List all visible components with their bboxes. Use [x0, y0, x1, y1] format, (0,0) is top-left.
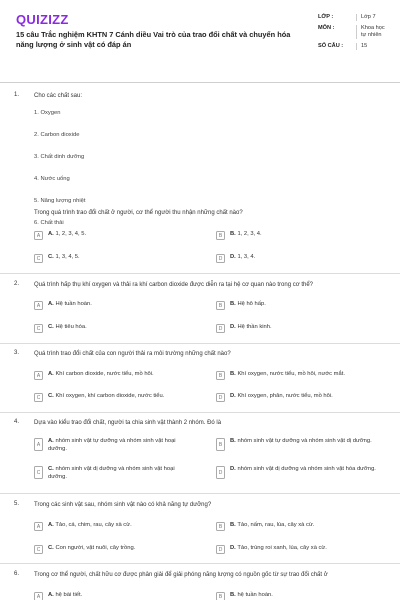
- meta-key: LỚP :: [318, 14, 334, 20]
- meta-row-subject: [318, 25, 390, 43]
- list-item: 1. Oxygen: [34, 110, 61, 116]
- quizizz-logo: QUIZIZZ: [16, 12, 69, 27]
- question-prompt: Trong quá trình trao đổi chất ở người, cơ thể người thu nhận những chất nào?: [34, 210, 243, 216]
- option-letter-box: D: [216, 254, 225, 263]
- option-c[interactable]: C C. Con người, vật nuôi, cây trồng.: [34, 545, 185, 554]
- option-letter-box: C: [34, 324, 43, 333]
- option-letter-box: A: [34, 231, 43, 240]
- option-letter-box: A: [34, 371, 43, 380]
- meta-key: MÔN :: [318, 25, 335, 31]
- question-divider: [0, 563, 400, 564]
- option-d[interactable]: D D. Khí oxygen, phân, nước tiểu, mồ hôi.: [216, 393, 380, 402]
- question-text: Quá trình hấp thụ khí oxygen và thải ra khí carbon dioxide được diễn ra tại hệ cơ quan nào trong cơ thể?: [34, 282, 313, 288]
- question-5: [0, 501, 400, 561]
- question-divider: [0, 493, 400, 494]
- option-c[interactable]: C C. 1, 3, 4, 5.: [34, 254, 185, 263]
- option-letter-box: C: [34, 393, 43, 402]
- question-text: Quá trình trao đổi chất của con người thải ra môi trường những chất nào?: [34, 351, 231, 357]
- worksheet-header: [0, 0, 400, 78]
- option-letter-box: C: [34, 254, 43, 263]
- worksheet-title: 15 câu Trắc nghiệm KHTN 7 Cánh diều Vai trò của trao đổi chất và chuyển hóa năng lượng ở sinh vật có đáp án: [16, 30, 291, 49]
- question-divider: [0, 412, 400, 413]
- option-d[interactable]: D D. nhóm sinh vật dị dưỡng và nhóm sinh vật hóa dưỡng.: [216, 466, 380, 479]
- option-letter-box: B: [216, 522, 225, 531]
- option-letter-box: B: [216, 438, 225, 451]
- option-d[interactable]: D D. 1, 3, 4.: [216, 254, 367, 263]
- meta-value: 15: [356, 43, 390, 50]
- option-d[interactable]: D D. Tảo, trùng roi xanh, lúa, cây xà cừ.: [216, 545, 380, 554]
- question-2: [0, 281, 400, 341]
- option-letter-box: C: [34, 545, 43, 554]
- item-list: [34, 110, 86, 242]
- question-number: 2.: [14, 281, 20, 287]
- option-letter-box: A: [34, 592, 43, 600]
- option-d[interactable]: D D. Hệ thần kinh.: [216, 324, 367, 333]
- list-item: 5. Năng lượng nhiệt: [34, 198, 86, 204]
- option-a[interactable]: A A. hệ bài tiết.: [34, 592, 185, 600]
- option-letter-box: D: [216, 393, 225, 402]
- option-b[interactable]: B B. 1, 2, 3, 4.: [216, 231, 367, 240]
- question-number: 3.: [14, 350, 20, 356]
- question-3: [0, 350, 400, 410]
- question-text: Dựa vào kiểu trao đổi chất, người ta chia sinh vật thành 2 nhóm. Đó là: [34, 420, 222, 426]
- list-item: 2. Carbon dioxide: [34, 132, 80, 138]
- question-text: Trong cơ thể người, chất hữu cơ được phân giải để giải phóng năng lượng có nguồn gốc từ sự trao đổi chất ở: [34, 572, 328, 578]
- question-number: 6.: [14, 571, 20, 577]
- question-divider: [0, 273, 400, 274]
- question-1: [0, 92, 400, 270]
- header-divider: [0, 82, 400, 83]
- list-item: 6. Chất thải: [34, 220, 64, 226]
- meta-row-count: [318, 43, 390, 54]
- meta-key: SỐ CÂU :: [318, 43, 344, 49]
- option-letter-box: D: [216, 466, 225, 479]
- option-b[interactable]: B B. Hệ hô hấp.: [216, 301, 367, 310]
- option-b[interactable]: B B. hệ tuần hoàn.: [216, 592, 367, 600]
- option-letter-box: B: [216, 301, 225, 310]
- question-text: Trong các sinh vật sau, nhóm sinh vật nào có khả năng tự dưỡng?: [34, 502, 212, 508]
- question-number: 4.: [14, 419, 20, 425]
- option-letter-box: A: [34, 438, 43, 451]
- option-c[interactable]: C C. Hệ tiêu hóa.: [34, 324, 185, 333]
- option-letter-box: B: [216, 231, 225, 240]
- list-item: 3. Chất dinh dưỡng: [34, 154, 85, 160]
- option-letter-box: A: [34, 522, 43, 531]
- option-a[interactable]: A A. Hệ tuần hoàn.: [34, 301, 185, 310]
- question-text: Cho các chất sau:: [34, 93, 83, 99]
- option-a[interactable]: A A. Khí carbon dioxide, nước tiểu, mồ hôi.: [34, 371, 185, 380]
- question-number: 5.: [14, 501, 20, 507]
- worksheet-meta: [318, 14, 390, 54]
- option-b[interactable]: B B. nhóm sinh vật tự dưỡng và nhóm sinh vật dị dưỡng.: [216, 438, 380, 451]
- option-letter-box: B: [216, 592, 225, 600]
- list-item: 4. Nước uống: [34, 176, 70, 182]
- question-6: [0, 571, 400, 600]
- option-letter-box: B: [216, 371, 225, 380]
- option-letter-box: D: [216, 545, 225, 554]
- question-4: [0, 419, 400, 497]
- option-a[interactable]: A A. nhóm sinh vật tự dưỡng và nhóm sinh vật hoại dưỡng.: [34, 438, 185, 453]
- option-letter-box: D: [216, 324, 225, 333]
- question-number: 1.: [14, 92, 20, 98]
- meta-value: Lớp 7: [356, 14, 390, 21]
- option-b[interactable]: B B. Khí oxygen, nước tiểu, mồ hôi, nước mắt.: [216, 371, 380, 380]
- meta-row-grade: [318, 14, 390, 25]
- option-c[interactable]: C C. Khí oxygen, khí carbon dioxide, nước tiểu.: [34, 393, 198, 402]
- question-divider: [0, 343, 400, 344]
- meta-value: Khoa học tự nhiên: [356, 25, 390, 39]
- option-b[interactable]: B B. Tảo, nấm, rau, lúa, cây xà cừ.: [216, 522, 367, 531]
- option-letter-box: A: [34, 301, 43, 310]
- option-c[interactable]: C C. nhóm sinh vật dị dưỡng và nhóm sinh vật hoại dưỡng.: [34, 466, 185, 481]
- option-a[interactable]: A A. 1, 2, 3, 4, 5.: [34, 231, 185, 240]
- option-letter-box: C: [34, 466, 43, 479]
- option-a[interactable]: A A. Tảo, cá, chim, rau, cây xà cừ.: [34, 522, 185, 531]
